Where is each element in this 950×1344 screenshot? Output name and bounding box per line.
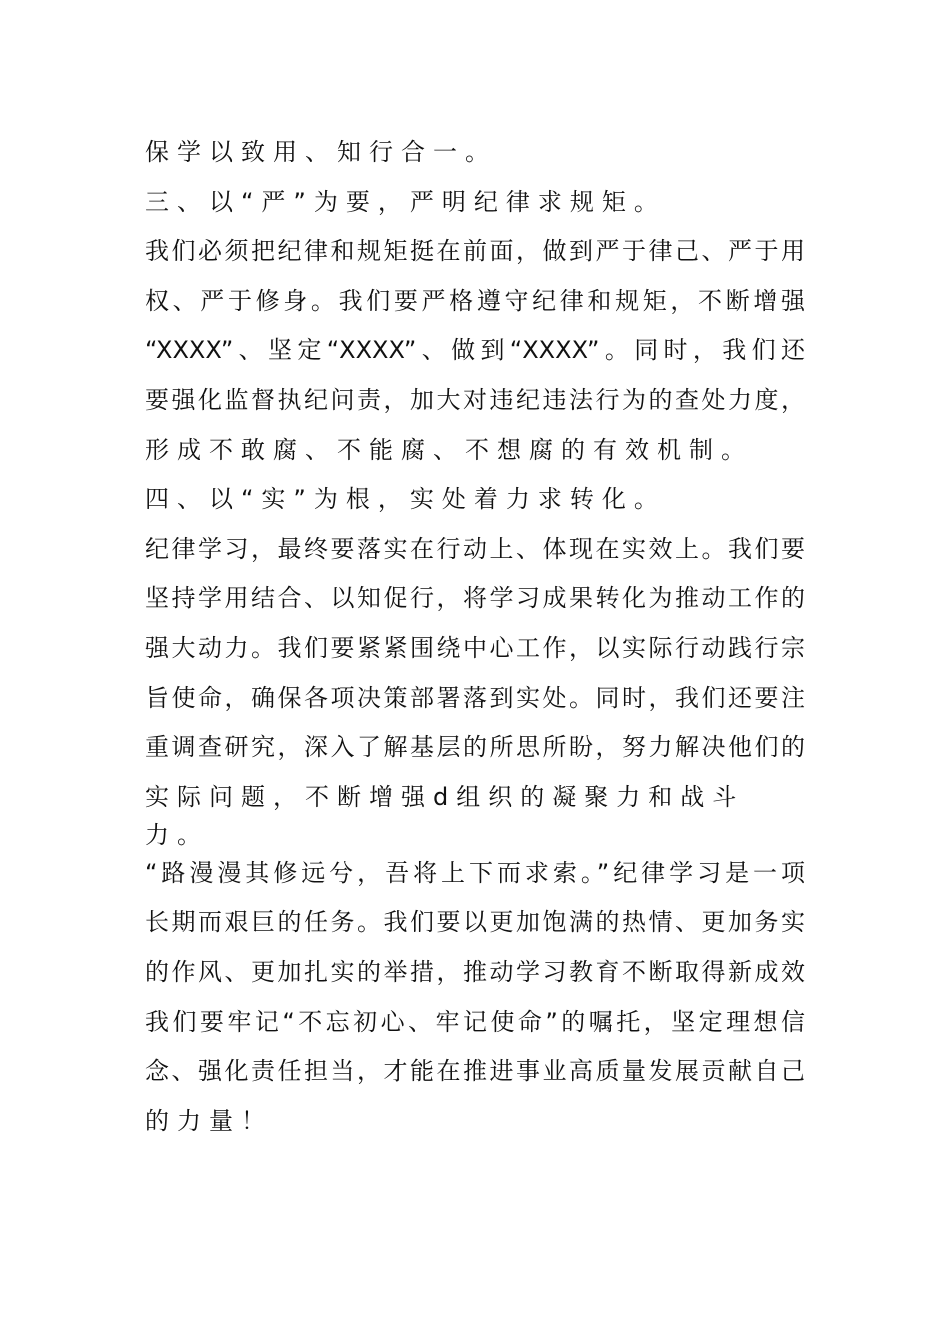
text-line: 念、强化责任担当，才能在推进事业高质量发展贡献自己 bbox=[145, 1057, 805, 1086]
paragraph bbox=[145, 854, 805, 1152]
text-line: 的作风、更加扎实的举措，推动学习教育不断取得新成效 bbox=[145, 957, 805, 986]
text-line: 坚持学用结合、以知促行，将学习成果转化为推动工作的 bbox=[145, 584, 805, 613]
text-line: 四、以“实”为根，实处着力求转化。 bbox=[145, 485, 666, 514]
text-line: 纪律学习，最终要落实在行动上、体现在实效上。我们要 bbox=[145, 534, 805, 563]
text-line: 重调查研究，深入了解基层的所思所盼，努力解决他们的 bbox=[145, 733, 805, 762]
text-line: 权、严于修身。我们要严格遵守纪律和规矩，不断增强 bbox=[145, 286, 805, 315]
text-line: 三、以“严”为要，严明纪律求规矩。 bbox=[145, 187, 666, 216]
text-line: “XXXX”、坚定“XXXX”、做到“XXXX”。同时，我们还 bbox=[145, 336, 805, 365]
text-line: 实际问题，不断增强d组织的凝聚力和战斗力。 bbox=[145, 782, 745, 849]
paragraph bbox=[145, 133, 805, 183]
text-line: 形成不敢腐、不能腐、不想腐的有效机制。 bbox=[145, 435, 753, 464]
text-line: 的力量！ bbox=[145, 1106, 273, 1135]
document-body bbox=[145, 133, 805, 1151]
text-line: 保学以致用、知行合一。 bbox=[145, 138, 497, 166]
text-line: 长期而艰巨的任务。我们要以更加饱满的热情、更加务实 bbox=[145, 908, 805, 937]
paragraph bbox=[145, 232, 805, 480]
text-line: 旨使命，确保各项决策部署落到实处。同时，我们还要注 bbox=[145, 683, 805, 712]
text-line: 我们必须把纪律和规矩挺在前面，做到严于律己、严于用 bbox=[145, 237, 805, 266]
text-line: 要强化监督执纪问责，加大对违纪违法行为的查处力度， bbox=[145, 385, 805, 414]
paragraph bbox=[145, 530, 805, 854]
text-line: 我们要牢记“不忘初心、牢记使命”的嘱托，坚定理想信 bbox=[145, 1007, 805, 1036]
paragraph bbox=[145, 183, 805, 233]
paragraph bbox=[145, 480, 805, 530]
text-line: 强大动力。我们要紧紧围绕中心工作，以实际行动践行宗 bbox=[145, 633, 805, 662]
text-line: “路漫漫其修远兮，吾将上下而求索。”纪律学习是一项 bbox=[145, 858, 805, 887]
